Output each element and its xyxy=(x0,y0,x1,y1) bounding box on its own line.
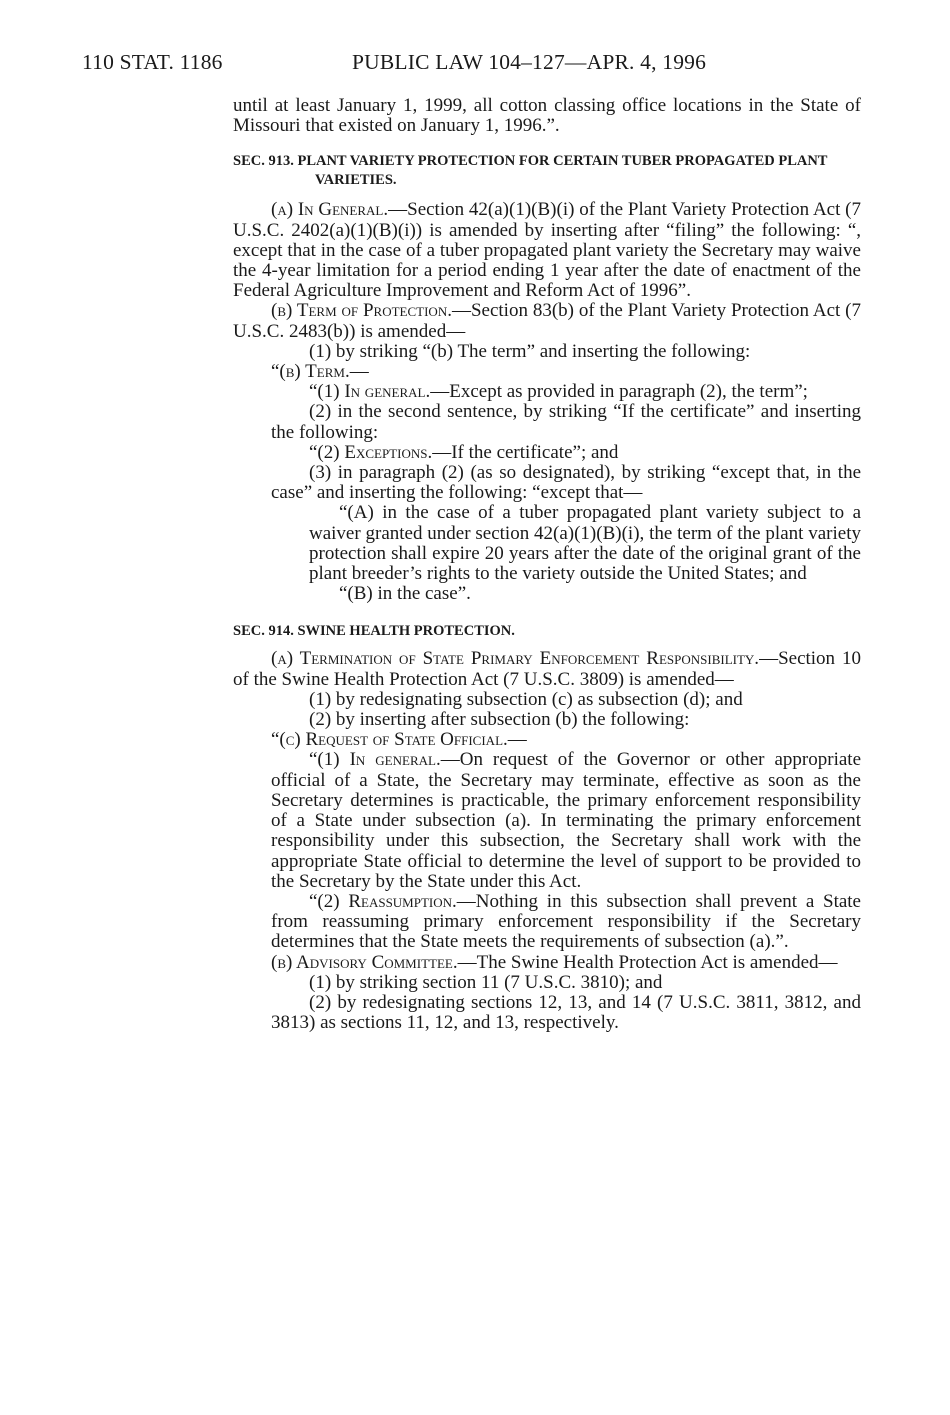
paragraph-914-a-2: (2) by inserting after subsection (b) the following: xyxy=(309,709,690,731)
quoted-subsection-label: “(c) Request of State Official.— xyxy=(271,729,527,751)
quoted-c-paragraph-2 xyxy=(233,892,861,953)
quoted-paragraph-1 xyxy=(233,382,861,402)
quoted-text: —On request of the Governor or other appropriate official of a State, the Secretary may terminate, effective as soon as the Secretary determines is practicable, the primary enforcement responsibility of a State under subsection (a). In terminating the primary enforcement responsibility under this subsection, the Secretary shall work with the appropriate State official to determine the level of support to be provided to the Secretary by the State under this Act. xyxy=(271,749,862,892)
quoted-label: “(1) In general. xyxy=(309,381,431,403)
subsection-text: —The Swine Health Protection Act is amended— xyxy=(457,951,838,973)
quoted-text: —Nothing in this subsection shall prevent a State from reassuming primary enforcement responsibility if the Secretary determines that the State meets the requirements of subsection (a).”. xyxy=(271,890,861,953)
subsection-text: —Section 42(a)(1)(B)(i) of the Plant Variety Protection Act (7 U.S.C. 2402(a)(1)(B)(i)) is amended by inserting after “filing” the following: “, except that in the case of a tuber propagated plant variety the Secretary may waive the 4-year limitation for a period ending 1 year after the date of enactment of the Federal Agriculture Improvement and Reform Act of 1996”. xyxy=(233,199,862,302)
quoted-subsection-c-heading xyxy=(233,730,861,750)
section-913-heading: SEC. 913. PLANT VARIETY PROTECTION FOR CERTAIN TUBER PROPAGATED PLANT VARIETIES. xyxy=(233,153,828,189)
quoted-c-paragraph-1 xyxy=(233,750,861,891)
public-law-title: PUBLIC LAW 104–127—APR. 4, 1996 xyxy=(352,50,707,74)
quoted-label: “(2) Exceptions. xyxy=(309,441,433,463)
section-914-heading: SEC. 914. SWINE HEALTH PROTECTION. xyxy=(233,623,515,640)
quoted-text: —Except as provided in paragraph (2), the term”; xyxy=(430,381,808,403)
paragraph-914-b-1: (1) by striking section 11 (7 U.S.C. 3810); and xyxy=(309,971,663,993)
subsection-label: (a) In General. xyxy=(271,199,389,221)
subsection-label: (a) Termination of State Primary Enforcement Responsibility. xyxy=(271,648,760,670)
subsection-text: —Section 83(b) of the Plant Variety Protection Act (7 U.S.C. 2483(b)) is amended— xyxy=(233,300,861,342)
subsection-text: —Section 10 of the Swine Health Protection Act (7 U.S.C. 3809) is amended— xyxy=(233,648,861,690)
paragraph-914-a-1: (1) by redesignating subsection (c) as subsection (d); and xyxy=(309,688,743,710)
paragraph-913-b-1: (1) by striking “(b) The term” and inserting the following: xyxy=(309,340,751,362)
paragraph-continuation: until at least January 1, 1999, all cotton classing office locations in the State of Missouri that existed on January 1, 1996.”. xyxy=(233,95,861,137)
paragraph-913-b-2: (2) in the second sentence, by striking “If the certificate” and inserting the following: xyxy=(271,401,861,443)
paragraph-914-a xyxy=(233,649,861,689)
quoted-subparagraph-a: “(A) in the case of a tuber propagated plant variety subject to a waiver granted under section 42(a)(1)(B)(i), the term of the plant variety protection shall expire 20 years after the date of the original grant of the plant breeder’s rights to the variety outside the United States; and xyxy=(309,502,861,585)
quoted-term-heading xyxy=(233,362,861,382)
paragraph-913-a xyxy=(233,200,861,301)
quoted-label: “(1) In general. xyxy=(309,749,441,771)
quoted-subparagraph-b: “(B) in the case”. xyxy=(339,583,471,605)
paragraph-913-b-3: (3) in paragraph (2) (as so designated), by striking “except that, in the case” and inserting the following: “except that— xyxy=(271,462,861,504)
statute-page-number: 110 STAT. 1186 xyxy=(82,50,223,74)
subsection-label: (b) Advisory Committee. xyxy=(271,951,458,973)
subsection-label: (b) Term of Protection. xyxy=(271,300,452,322)
quoted-term-label: “(b) Term.— xyxy=(271,361,369,383)
paragraph-914-b xyxy=(233,953,861,973)
quoted-label: “(2) Reassumption. xyxy=(309,890,457,912)
page-header xyxy=(82,50,862,80)
quoted-exceptions xyxy=(233,443,861,463)
paragraph-913-b xyxy=(233,301,861,341)
paragraph-914-b-2: (2) by redesignating sections 12, 13, and 14 (7 U.S.C. 3811, 3812, and 3813) as sections 11, 12, and 13, respectively. xyxy=(271,991,861,1034)
body-text xyxy=(233,96,861,1033)
quoted-text: —If the certificate”; and xyxy=(432,441,619,463)
